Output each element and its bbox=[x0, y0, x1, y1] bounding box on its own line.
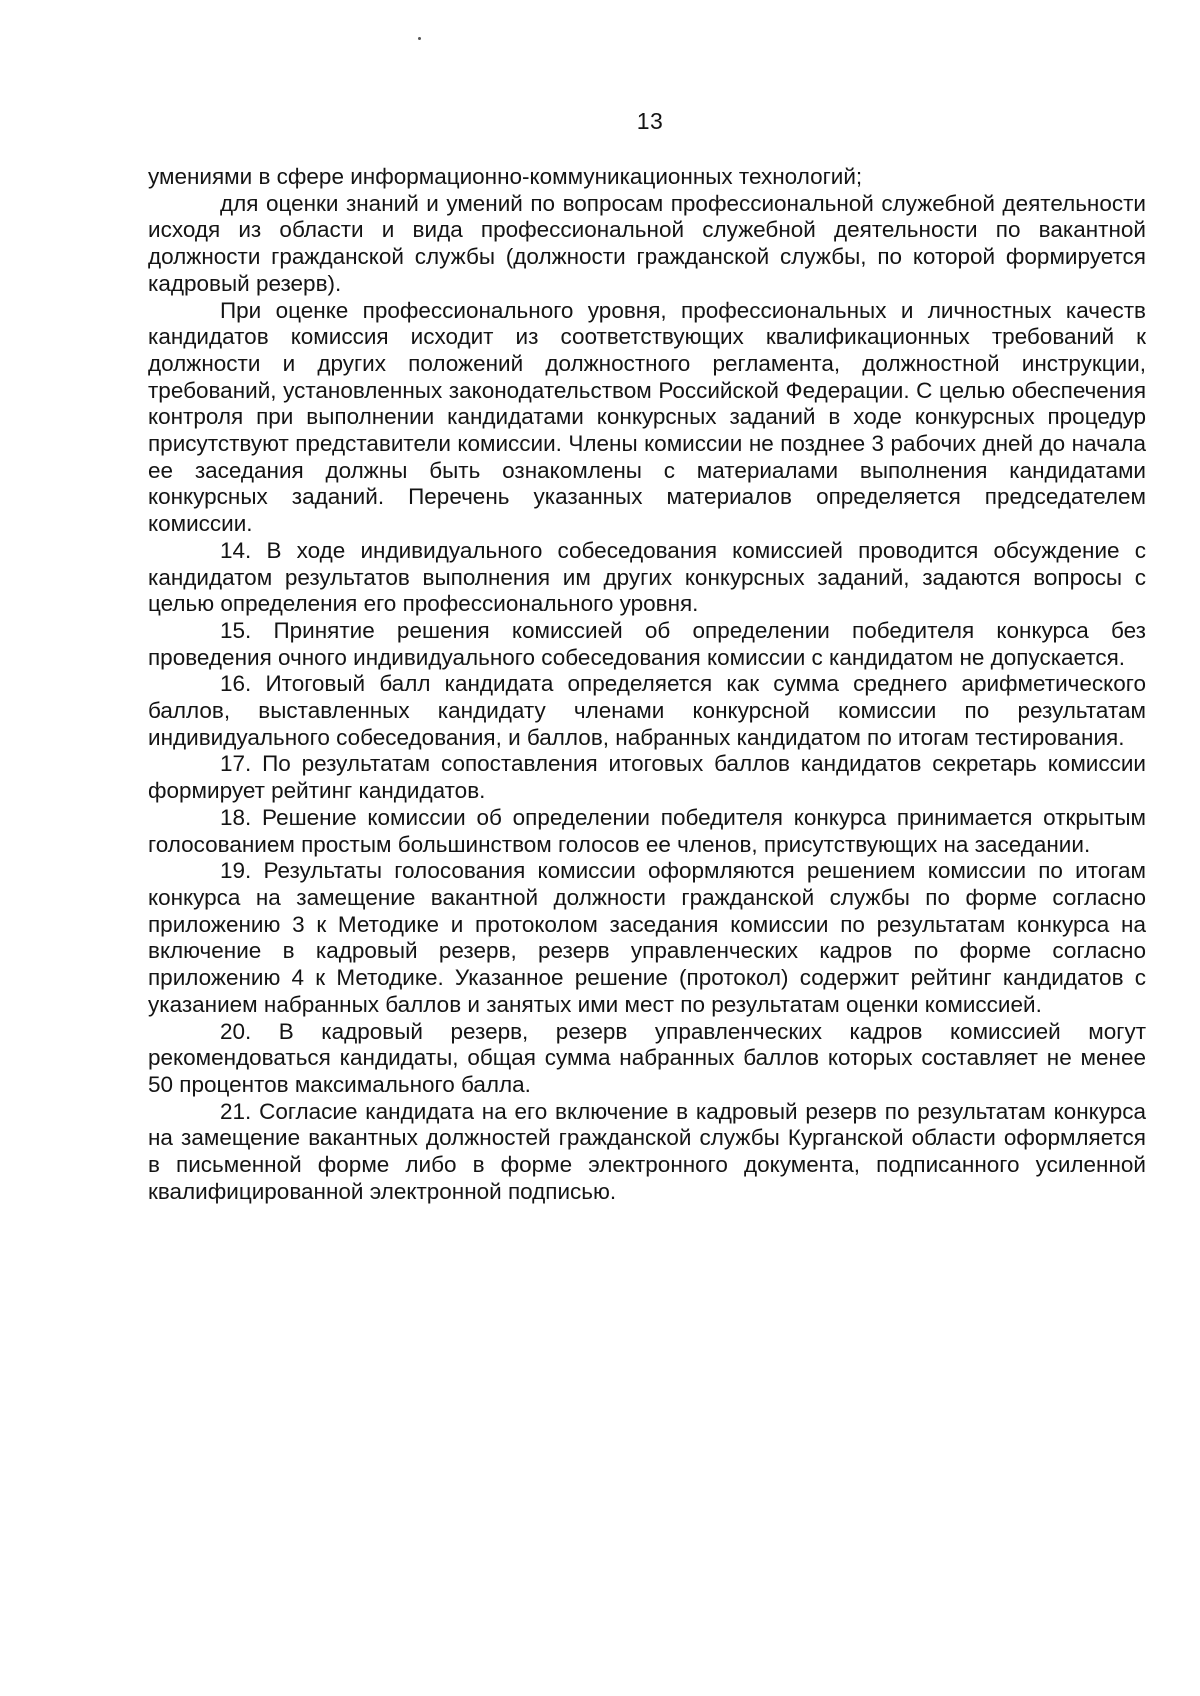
paragraph-item-15: 15. Принятие решения комиссией об определении победителя конкурса без проведения очного индивидуального собеседования комиссии с кандидатом не допускается. bbox=[148, 617, 1146, 670]
page-number: 13 bbox=[636, 108, 664, 134]
paragraph-item-17: 17. По результатам сопоставления итоговых баллов кандидатов секретарь комиссии формирует рейтинг кандидатов. bbox=[148, 751, 1146, 804]
paragraph-item-16: 16. Итоговый балл кандидата определяется как сумма среднего арифметического баллов, выставленных кандидату членами конкурсной комиссии по результатам индивидуального собеседования, и баллов, набранных кандидатом по итогам тестирования. bbox=[148, 671, 1146, 750]
paragraph-item-18: 18. Решение комиссии об определении победителя конкурса принимается открытым голосованием простым большинством голосов ее членов, присутствующих на заседании. bbox=[148, 804, 1146, 857]
paragraph-continuation: умениями в сфере информационно-коммуникационных технологий; bbox=[148, 164, 863, 189]
paragraph-knowledge-assessment: для оценки знаний и умений по вопросам профессиональной служебной деятельности исходя из области и вида профессиональной служебной деятельности по вакантной должности гражданской службы (должности гражданской службы, по которой формируется кадровый резерв). bbox=[148, 190, 1146, 296]
paragraph-item-20: 20. В кадровый резерв, резерв управленческих кадров комиссией могут рекомендоваться кандидаты, общая сумма набранных баллов которых составляет не менее 50 процентов максимального балла. bbox=[148, 1018, 1146, 1097]
paragraph-item-19: 19. Результаты голосования комиссии оформляются решением комиссии по итогам конкурса на замещение вакантной должности гражданской службы по форме согласно приложению 3 к Методике и протоколом заседания комиссии по результатам конкурса на включение в кадровый резерв, резерв управленческих кадров по форме согласно приложению 4 к Методике. Указанное решение (протокол) содержит рейтинг кандидатов с указанием набранных баллов и занятых ими мест по результатам оценки комиссией. bbox=[148, 858, 1146, 1017]
paragraph-item-21: 21. Согласие кандидата на его включение в кадровый резерв по результатам конкурса на замещение вакантных должностей гражданской службы Курганской области оформляется в письменной форме либо в форме электронного документа, подписанного усиленной квалифицированной электронной подписью. bbox=[148, 1098, 1146, 1204]
paragraph-item-14: 14. В ходе индивидуального собеседования комиссией проводится обсуждение с кандидатом результатов выполнения им других конкурсных заданий, задаются вопросы с целью определения его профессионального уровня. bbox=[148, 537, 1146, 617]
scan-speck bbox=[418, 37, 421, 40]
document-body bbox=[148, 164, 1146, 1205]
paragraph-evaluation-criteria: При оценке профессионального уровня, профессиональных и личностных качеств кандидатов комиссия исходит из соответствующих квалификационных требований к должности и других положений должностного регламента, должностной инструкции, требований, установленных законодательством Российской Федерации. С целью обеспечения контроля при выполнении кандидатами конкурсных заданий в ходе конкурсных процедур присутствуют представители комиссии. Члены комиссии не позднее 3 рабочих дней до начала ее заседания должны быть ознакомлены с материалами выполнения кандидатами конкурсных заданий. Перечень указанных материалов определяется председателем комиссии. bbox=[148, 297, 1146, 537]
